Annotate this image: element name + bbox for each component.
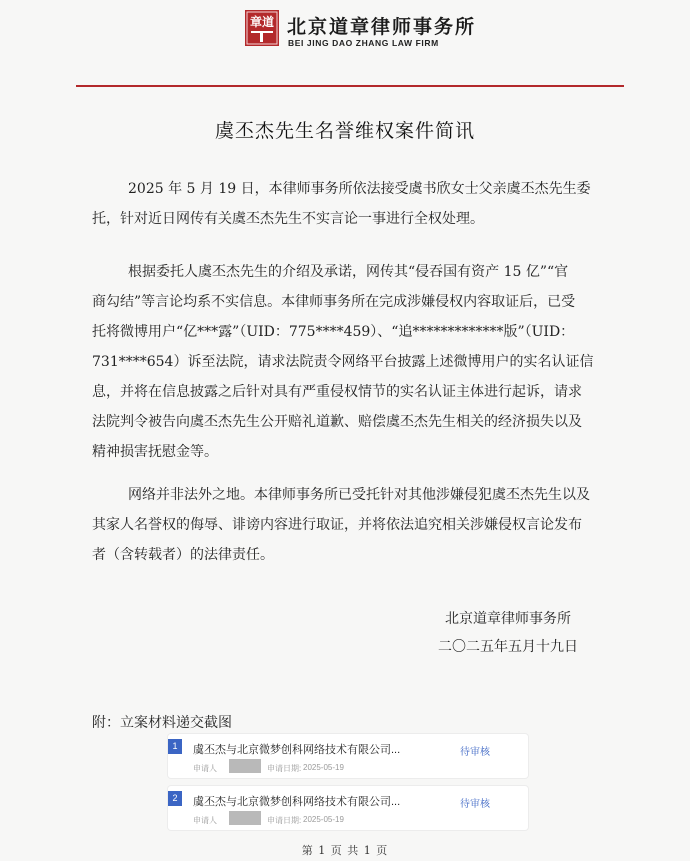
case-title: 虞丕杰与北京微梦创科网络技术有限公司... — [193, 796, 401, 808]
svg-text:章道: 章道 — [249, 15, 275, 29]
document-title: 虞丕杰先生名誉维权案件简讯 — [214, 120, 475, 142]
paragraph-line: 2025 年 5 月 19 日，本律师事务所依法接受虞书欣女士父亲虞丕杰先生委 — [128, 181, 591, 197]
paragraph-line: 根据委托人虞丕杰先生的介绍及承诺，网传其“侵吞国有资产 15 亿”“官 — [128, 264, 569, 280]
case-title: 虞丕杰与北京微梦创科网络技术有限公司... — [193, 744, 401, 756]
paragraph-line: 731****654）诉至法院，请求法院责令网络平台披露上述微博用户的实名认证信 — [92, 354, 594, 370]
paragraph-line: 其家人名誉权的侮辱、诽谤内容进行取证，并将依法追究相关涉嫌侵权言论发布 — [92, 517, 582, 533]
date-label: 申请日期: — [267, 764, 302, 773]
paragraph-2 — [92, 257, 612, 467]
signature: 北京道章律师事务所 — [445, 611, 571, 627]
paragraph-3 — [92, 480, 612, 570]
paragraph-line: 息，并将在信息披露之后针对具有严重侵权情节的实名认证主体进行起诉，请求 — [92, 384, 582, 400]
paragraph-line: 网络并非法外之地。本律师事务所已受托针对其他涉嫌侵犯虞丕杰先生以及 — [128, 487, 590, 503]
case-number-badge: 2 — [168, 791, 182, 806]
case-status: 待审核 — [460, 747, 490, 758]
paragraph-line: 法院判令被告向虞丕杰先生公开赔礼道歉、赔偿虞丕杰先生相关的经济损失以及 — [92, 414, 582, 430]
letterhead-rule — [76, 85, 624, 87]
paragraph-line: 商勾结”等言论均系不实信息。本律师事务所在完成涉嫌侵权内容取证后，已受 — [92, 294, 576, 310]
case-card — [168, 734, 528, 778]
case-card — [168, 786, 528, 830]
date-label: 申请日期: — [267, 816, 302, 825]
firm-name-cn: 北京道章律师事务所 — [287, 16, 477, 38]
case-number-badge: 1 — [168, 739, 182, 754]
case-status: 待审核 — [460, 799, 490, 810]
signature-date: 二〇二五年五月十九日 — [438, 639, 578, 655]
redaction-block — [229, 811, 261, 825]
paragraph-1 — [92, 174, 612, 234]
applicant-label: 申请人 — [193, 764, 217, 773]
case-date: 2025-05-19 — [303, 763, 344, 772]
attachment-label: 附：立案材料递交截图 — [92, 715, 232, 731]
redaction-block — [229, 759, 261, 773]
paragraph-line: 托将微博用户“亿***露”（UID：775****459）、“追*************版”（UID： — [92, 324, 575, 340]
paragraph-line: 者（含转载者）的法律责任。 — [92, 547, 274, 563]
applicant-label: 申请人 — [193, 816, 217, 825]
firm-logo — [245, 10, 279, 46]
paragraph-line: 精神损害抚慰金等。 — [92, 444, 218, 460]
page-footer: 第 1 页 共 1 页 — [301, 844, 389, 857]
firm-name-en: BEI JING DAO ZHANG LAW FIRM — [288, 38, 439, 48]
paragraph-line: 托，针对近日网传有关虞丕杰先生不实言论一事进行全权处理。 — [92, 211, 484, 227]
case-date: 2025-05-19 — [303, 815, 344, 824]
